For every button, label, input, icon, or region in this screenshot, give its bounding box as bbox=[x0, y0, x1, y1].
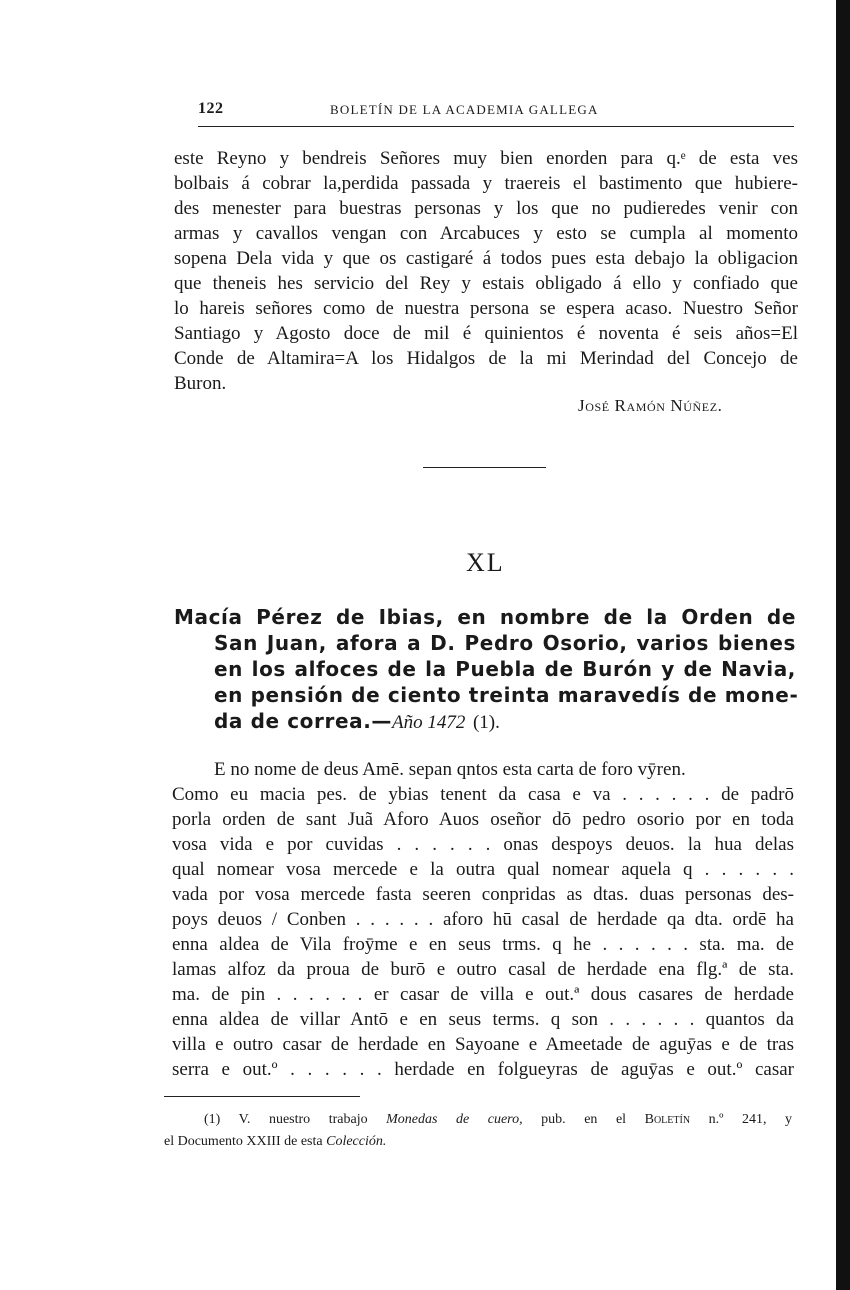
text-line: enna aldea de villar Antō e en seus terms. q son . . . . . . quantos da bbox=[172, 1009, 794, 1030]
text-line: E no nome de deus Amē. sepan qntos esta carta de foro vȳren. bbox=[214, 759, 686, 780]
signature: José Ramón Núñez. bbox=[578, 396, 723, 415]
text-line: este Reyno y bendreis Señores muy bien enorden para q.ᵉ de esta ves bbox=[174, 148, 798, 169]
text-line: des menester para buestras personas y los que no pudieredes venir con bbox=[174, 198, 798, 219]
heading-line: en pensión de ciento treinta maravedís de mone- bbox=[214, 683, 799, 707]
footnote-line bbox=[164, 1132, 386, 1152]
text-line: sopena Dela vida y que os castigaré á todos pues esta debajo la obligacion bbox=[174, 248, 798, 269]
text-line: armas y cavallos vengan con Arcabuces y esto se cumpla al momento bbox=[174, 223, 798, 244]
text-line: villa e outro casar de herdade en Sayoane e Ameetade de aguȳas e de tras bbox=[172, 1034, 794, 1055]
text-line: serra e out.º . . . . . . herdade en folgueyras de aguȳas e out.º casar bbox=[172, 1059, 794, 1080]
heading-line: en los alfoces de la Puebla de Burón y de Navia, bbox=[214, 657, 796, 681]
text-line: vada por vosa mercede fasta seeren conpridas as dtas. duas personas des- bbox=[172, 884, 794, 905]
footnote-line bbox=[204, 1110, 792, 1130]
footnote-journal: Boletín bbox=[644, 1112, 691, 1127]
text-line: vosa vida e por cuvidas . . . . . . onas despoys deuos. la hua delas bbox=[172, 834, 794, 855]
text-line: lamas alfoz da proua de burō e outro casal de herdade ena flg.ª de sta. bbox=[172, 959, 794, 980]
text-line: ma. de pin . . . . . . er casar de villa e out.ª dous casares de herdade bbox=[172, 984, 794, 1005]
footnote-rule bbox=[164, 1096, 360, 1097]
running-title: BOLETÍN DE LA ACADEMIA GALLEGA bbox=[330, 102, 599, 117]
heading-line-last bbox=[214, 708, 500, 736]
footnote-text: n.º 241, y bbox=[708, 1112, 793, 1127]
heading-text: da de correa.— bbox=[214, 709, 392, 733]
text-line: que theneis hes servicio del Rey y estais obligado á ello y confiado que bbox=[174, 273, 798, 294]
section-number: XL bbox=[466, 548, 505, 577]
footnote-work-title: Monedas de cuero, bbox=[386, 1112, 523, 1127]
page-number: 122 bbox=[198, 100, 224, 117]
footnote-marker: (1) bbox=[204, 1112, 221, 1127]
text-line: Buron. bbox=[174, 373, 227, 394]
footnote-text: pub. en el bbox=[541, 1112, 627, 1127]
text-line: Santiago y Agosto doce de mil é quinientos é noventa é seis años=El bbox=[174, 323, 798, 344]
running-header bbox=[198, 100, 794, 127]
text-line: qual nomear vosa mercede e la outra qual nomear aquela q . . . . . . bbox=[172, 859, 794, 880]
text-line: enna aldea de Vila froȳme e en seus trms. q he . . . . . . sta. ma. de bbox=[172, 934, 794, 955]
heading-line: San Juan, afora a D. Pedro Osorio, varios bienes bbox=[214, 631, 796, 655]
scan-edge-strip bbox=[836, 0, 850, 1290]
text-line: lo hareis señores como de nuestra persona se espera acaso. Nuestro Señor bbox=[174, 298, 798, 319]
footnote-reference: (1). bbox=[472, 712, 500, 733]
footnote-text: V. nuestro trabajo bbox=[238, 1112, 368, 1127]
section-divider bbox=[423, 467, 546, 468]
footnote-collection: Colección. bbox=[326, 1134, 387, 1149]
text-line: Como eu macia pes. de ybias tenent da casa e va . . . . . . de padrō bbox=[172, 784, 794, 805]
text-line: porla orden de sant Juã Aforo Auos oseñor dō pedro osorio por en toda bbox=[172, 809, 794, 830]
text-line: poys deuos / Conben . . . . . . aforo hū casal de herdade qa dta. ordē ha bbox=[172, 909, 794, 930]
text-line: bolbais á cobrar la,perdida passada y traereis el bastimento que hubiere- bbox=[174, 173, 798, 194]
heading-line: Macía Pérez de Ibias, en nombre de la Orden de bbox=[174, 605, 796, 629]
heading-year: Año 1472 bbox=[392, 712, 466, 733]
footnote-text: el Documento XXIII de esta bbox=[164, 1134, 323, 1149]
text-line: Conde de Altamira=A los Hidalgos de la mi Merindad del Concejo de bbox=[174, 348, 798, 369]
